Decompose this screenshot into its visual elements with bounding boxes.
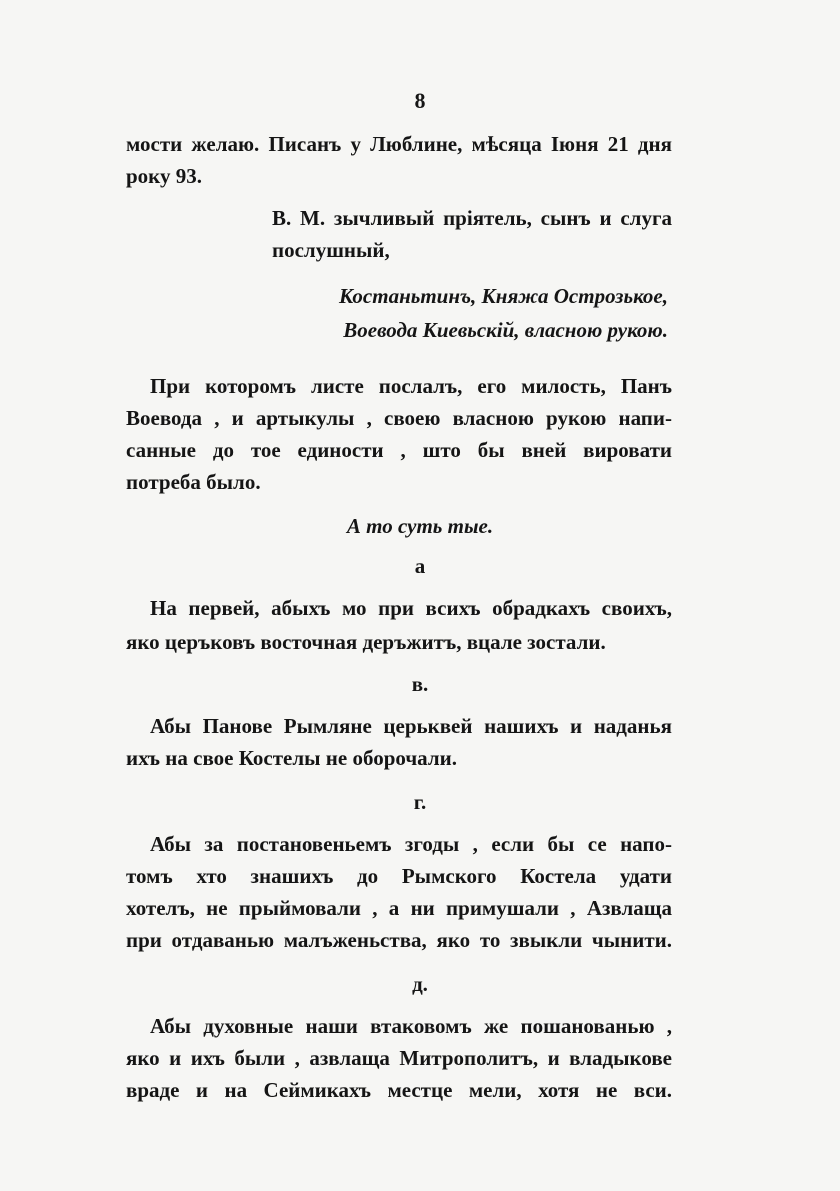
intro-line-4: потреба было. bbox=[126, 470, 261, 494]
article-a-line-1: На первей, абыхъ мо при всихъ обрадкахъ своихъ, bbox=[150, 596, 672, 620]
signature-line-2: Воевода Киевьскій, власною рукою. bbox=[343, 318, 668, 342]
article-mark-v: в. bbox=[411, 672, 429, 696]
article-a-line-2: яко церъковъ восточная деръжитъ, вцале зостали. bbox=[126, 630, 606, 654]
page-number: 8 bbox=[414, 88, 426, 113]
article-mark-g: г. bbox=[413, 790, 427, 814]
article-g-line-4: при отдаванью малъженьства, яко то звыкли чынити. bbox=[126, 928, 672, 952]
article-v-line-1: Абы Панове Рымляне церьквей нашихъ и наданья bbox=[150, 714, 672, 738]
salutation-line-2: послушный, bbox=[272, 238, 390, 262]
intro-line-2: Воевода , и артыкулы , своею власною рукою напи- bbox=[126, 406, 672, 430]
article-mark-a: а bbox=[414, 554, 426, 578]
closing-line-1: мости желаю. Писанъ у Люблине, мѣсяца Іюня 21 дня bbox=[126, 132, 672, 156]
closing-line-2: року 93. bbox=[126, 164, 202, 188]
articles-heading: А то суть тые. bbox=[346, 514, 494, 538]
article-g-line-2: томъ хто знашихъ до Рымского Костела удати bbox=[126, 864, 672, 888]
signature-line-1: Костаньтинъ, Княжа Острозькое, bbox=[338, 284, 668, 308]
article-v-line-2: ихъ на свое Костелы не оборочали. bbox=[126, 746, 457, 770]
article-g-line-1: Абы за постановеньемъ згоды , если бы се напо- bbox=[150, 832, 672, 856]
article-d-line-2: яко и ихъ были , азвлаща Митрополитъ, и владыкове bbox=[126, 1046, 672, 1070]
article-d-line-3: враде и на Сеймикахъ местце мели, хотя не вси. bbox=[126, 1078, 672, 1102]
article-g-line-3: хотелъ, не прыймовали , а ни примушали , Азвлаща bbox=[126, 896, 672, 920]
intro-line-1: При которомъ листе послалъ, его милость, Панъ bbox=[150, 374, 672, 398]
article-d-line-1: Абы духовные наши втаковомъ же пошанованью , bbox=[150, 1014, 672, 1038]
intro-line-3: санные до тое единости , што бы вней вировати bbox=[126, 438, 672, 462]
salutation-line-1: В. М. зычливый пріятель, сынъ и слуга bbox=[272, 206, 672, 230]
article-mark-d: д. bbox=[412, 972, 428, 996]
